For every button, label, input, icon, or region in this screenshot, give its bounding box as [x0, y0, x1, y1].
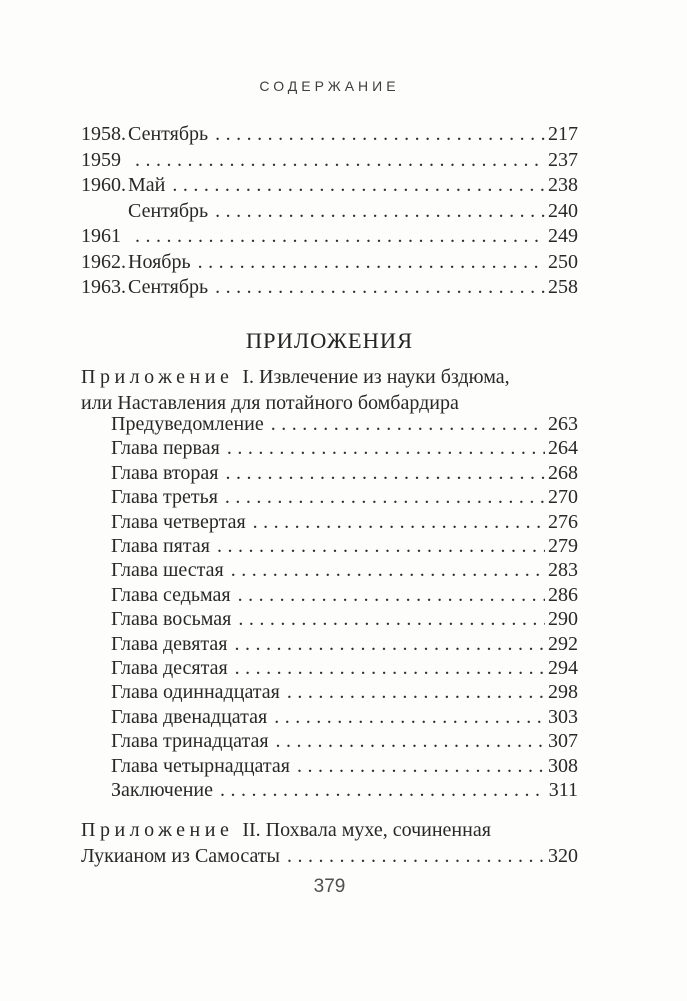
toc-entry-label: Глава четвертая [111, 510, 246, 533]
toc-chapter-row [111, 705, 578, 729]
toc-entry-label: Глава двенадцатая [111, 705, 268, 728]
toc-chapter-row [111, 412, 578, 436]
toc-chapter-row [111, 485, 578, 509]
toc-year-row [81, 173, 578, 199]
appendix1-title [81, 364, 578, 416]
toc-entry-label: Глава шестая [111, 559, 224, 582]
toc-page-number: 286 [548, 583, 578, 606]
toc-page-number: 276 [548, 510, 578, 533]
toc-entry-label: Глава первая [111, 437, 220, 460]
toc-page-number: 258 [548, 276, 578, 298]
folio-page-number: 379 [313, 876, 346, 897]
toc-chapter-row [111, 778, 578, 802]
toc-page-number: 238 [548, 174, 578, 196]
appendix2-toc-row [81, 843, 578, 869]
toc-entry-label: Глава девятая [111, 632, 228, 655]
toc-page-number: 292 [548, 632, 578, 655]
dot-leader [215, 275, 545, 301]
dot-leader [253, 510, 545, 534]
toc-year: 1960. [81, 174, 126, 196]
toc-page-number: 290 [548, 608, 578, 631]
appendix2-page-number: 320 [548, 845, 578, 867]
toc-page-number: 249 [548, 225, 578, 247]
dot-leader [215, 122, 545, 148]
toc-year-row [81, 199, 578, 225]
toc-entry-label: Предуведомление [111, 413, 264, 435]
appendix2-title-rest: II. Похвала мухе, сочиненная [242, 819, 491, 841]
appendix1-label: Приложение [81, 366, 234, 388]
dot-leader [287, 843, 545, 869]
toc-year-row [81, 224, 578, 250]
toc-page-number: 303 [548, 705, 578, 728]
toc-entry-label: Заключение [111, 779, 213, 802]
toc-chapter-row [111, 583, 578, 607]
toc-entry-label: Ноябрь [128, 250, 191, 273]
page-header-title: СОДЕРЖАНИЕ [259, 78, 400, 94]
appendix1-title-line1 [81, 364, 578, 390]
dot-leader [217, 534, 545, 558]
dot-leader [135, 224, 545, 250]
dot-leader [276, 729, 545, 753]
toc-page-number: 283 [548, 559, 578, 582]
appendix2-title-line1 [81, 817, 578, 843]
toc-page-number: 311 [548, 779, 578, 802]
dot-leader [271, 412, 545, 436]
toc-page-number: 279 [548, 535, 578, 558]
dot-leader [172, 173, 545, 199]
toc-chapter-row [111, 436, 578, 460]
dot-leader [231, 558, 545, 582]
years-toc-list [81, 122, 578, 301]
appendices-section-heading: ПРИЛОЖЕНИЯ [245, 328, 414, 353]
appendix2-label: Приложение [81, 819, 234, 841]
toc-year-row [81, 148, 578, 174]
toc-chapter-row [111, 729, 578, 753]
dot-leader [198, 250, 545, 276]
toc-entry-label: Сентябрь [128, 123, 209, 145]
toc-page-number: 294 [548, 657, 578, 680]
toc-chapter-row [111, 607, 578, 631]
dot-leader [234, 632, 545, 656]
toc-year: 1959 [81, 148, 121, 171]
toc-chapter-row [111, 461, 578, 485]
toc-page-number: 308 [548, 754, 578, 777]
toc-year-row [81, 122, 578, 148]
toc-entry-label: Глава четырнадцатая [111, 754, 290, 777]
toc-year: 1961 [81, 225, 121, 247]
toc-page-number: 240 [548, 199, 578, 222]
toc-year [81, 199, 128, 225]
toc-year: 1962. [81, 250, 126, 273]
toc-page-number: 298 [548, 681, 578, 704]
toc-chapter-row [111, 558, 578, 582]
toc-entry-label: Глава вторая [111, 461, 219, 484]
toc-page-number: 268 [548, 461, 578, 484]
toc-page-number: 307 [548, 730, 578, 753]
toc-entry-label: Глава одиннадцатая [111, 681, 280, 704]
toc-chapter-row [111, 656, 578, 680]
toc-chapter-row [111, 534, 578, 558]
dot-leader [227, 436, 545, 460]
toc-entry-label: Глава третья [111, 486, 218, 509]
toc-chapter-row [111, 680, 578, 704]
dot-leader [135, 148, 545, 174]
chapters-toc-list [111, 412, 578, 803]
toc-entry-label: Сентябрь [128, 276, 209, 298]
dot-leader [297, 754, 545, 778]
toc-entry-label: Глава десятая [111, 657, 228, 680]
dot-leader [287, 680, 545, 704]
dot-leader [220, 778, 546, 802]
toc-entry-label: Глава восьмая [111, 608, 232, 631]
appendix2-entry [81, 817, 578, 869]
toc-entry-label: Глава пятая [111, 535, 210, 558]
appendix2-line2-label: Лукианом из Самосаты [81, 845, 280, 867]
toc-year-row [81, 250, 578, 276]
appendix1-title-line2: или Наставления для потайного бомбардира [81, 392, 459, 414]
toc-page-number: 250 [548, 250, 578, 273]
toc-entry-label: Глава седьмая [111, 583, 231, 606]
toc-entry-label: Май [128, 174, 166, 196]
dot-leader [274, 705, 545, 729]
dot-leader [238, 607, 545, 631]
toc-page-number: 263 [548, 413, 578, 435]
toc-year: 1963. [81, 276, 126, 298]
toc-chapter-row [111, 510, 578, 534]
toc-year-row [81, 275, 578, 301]
toc-page-number: 217 [548, 123, 578, 145]
toc-page-number: 237 [548, 148, 578, 171]
toc-year: 1958. [81, 123, 126, 145]
toc-chapter-row [111, 754, 578, 778]
toc-chapter-row [111, 632, 578, 656]
dot-leader [225, 485, 545, 509]
dot-leader [235, 656, 545, 680]
appendix1-title-rest: I. Извлечение из науки бздюма, [242, 366, 510, 388]
dot-leader [238, 583, 545, 607]
toc-entry-label: Сентябрь [128, 199, 209, 222]
toc-entry-label: Глава тринадцатая [111, 730, 269, 753]
dot-leader [215, 199, 545, 225]
toc-page-number: 270 [548, 486, 578, 509]
dot-leader [225, 461, 545, 485]
toc-page-number: 264 [548, 437, 578, 460]
